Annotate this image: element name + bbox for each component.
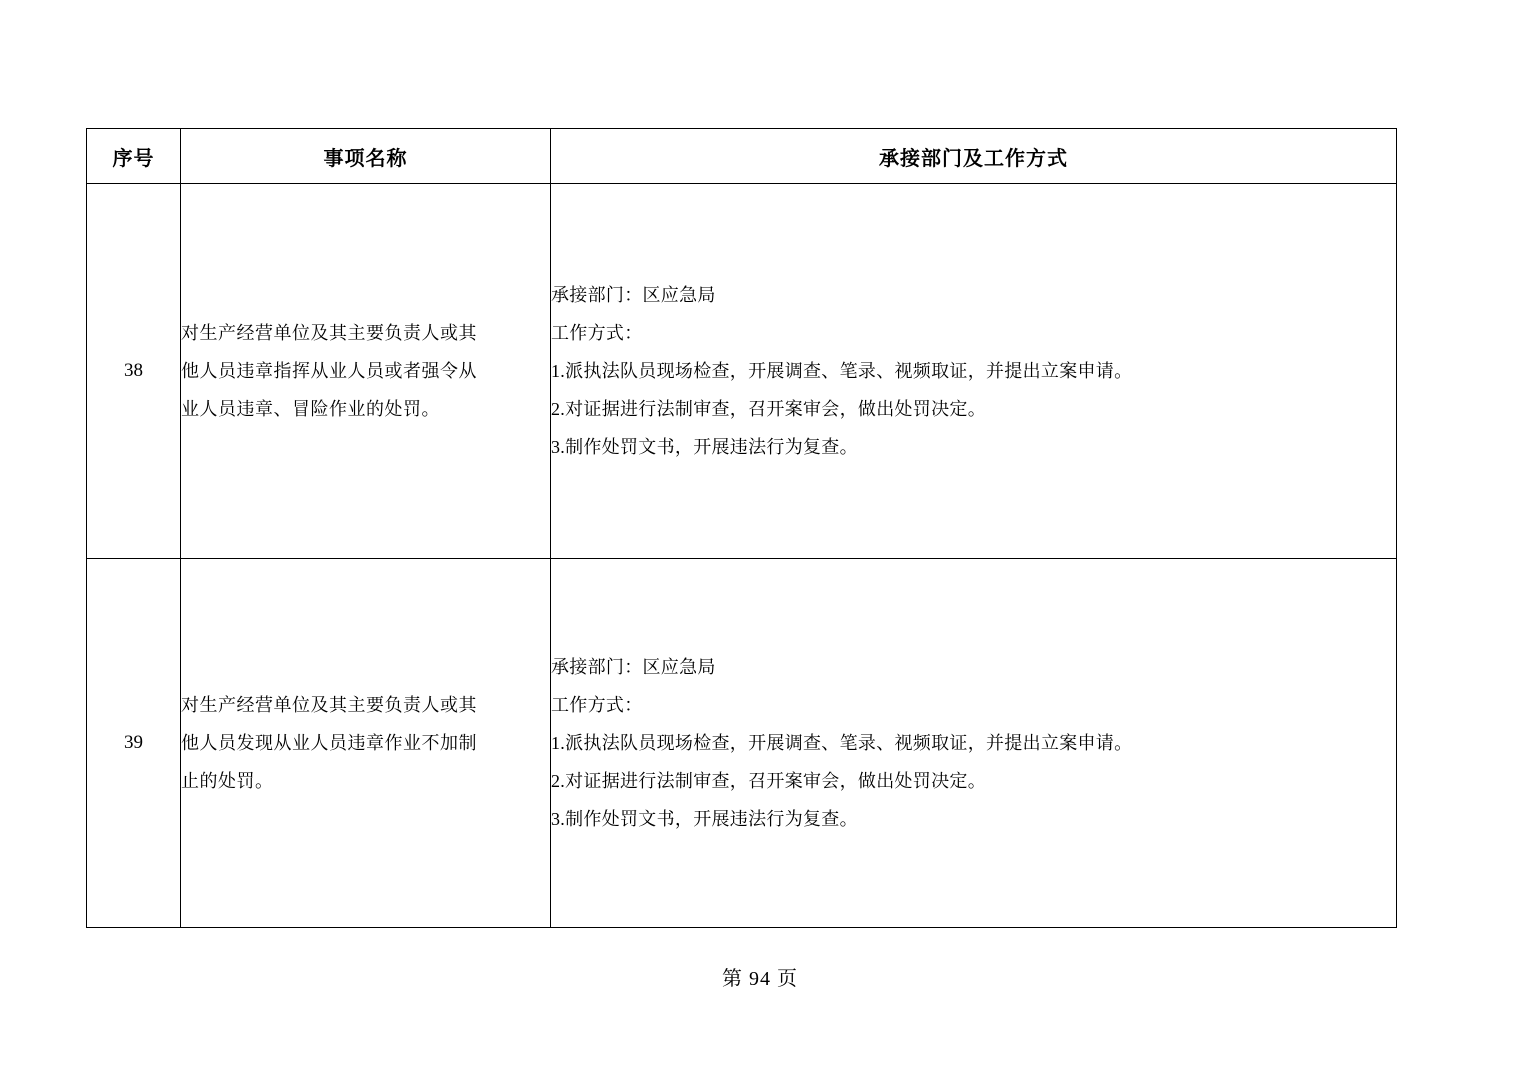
dept-line: 承接部门：区应急局: [551, 657, 716, 677]
matter-name-line: 他人员违章指挥从业人员或者强令从: [181, 361, 477, 381]
matters-table: [86, 128, 1397, 928]
page-footer: 第 94 页: [722, 968, 798, 990]
row-matter-name: [181, 184, 551, 559]
matter-name-line: 对生产经营单位及其主要负责人或其: [181, 323, 477, 343]
dept-line: 承接部门：区应急局: [551, 285, 716, 305]
method-step-line: 2.对证据进行法制审查，召开案审会，做出处罚决定。: [551, 399, 986, 419]
method-step-line: 3.制作处罚文书，开展违法行为复查。: [551, 809, 858, 829]
method-step-line: 3.制作处罚文书，开展违法行为复查。: [551, 437, 858, 457]
row-seq: 39: [87, 559, 181, 928]
method-label-line: 工作方式：: [551, 695, 643, 715]
matter-name-line: 止的处罚。: [181, 771, 274, 791]
method-label-line: 工作方式：: [551, 323, 643, 343]
row-seq: 38: [87, 184, 181, 559]
column-header-dept: 承接部门及工作方式: [551, 129, 1397, 184]
column-header-seq: 序号: [87, 129, 181, 184]
row-dept-method: [551, 559, 1397, 928]
table-row: [87, 559, 1397, 928]
row-dept-method: [551, 184, 1397, 559]
table-header-row: [87, 129, 1397, 184]
matter-name-line: 对生产经营单位及其主要负责人或其: [181, 695, 477, 715]
method-step-line: 2.对证据进行法制审查，召开案审会，做出处罚决定。: [551, 771, 986, 791]
table-row: [87, 184, 1397, 559]
method-step-line: 1.派执法队员现场检查，开展调查、笔录、视频取证，并提出立案申请。: [551, 361, 1133, 381]
row-matter-name: [181, 559, 551, 928]
matter-name-line: 业人员违章、冒险作业的处罚。: [181, 399, 440, 419]
matter-name-line: 他人员发现从业人员违章作业不加制: [181, 733, 477, 753]
column-header-name: 事项名称: [181, 129, 551, 184]
method-step-line: 1.派执法队员现场检查，开展调查、笔录、视频取证，并提出立案申请。: [551, 733, 1133, 753]
